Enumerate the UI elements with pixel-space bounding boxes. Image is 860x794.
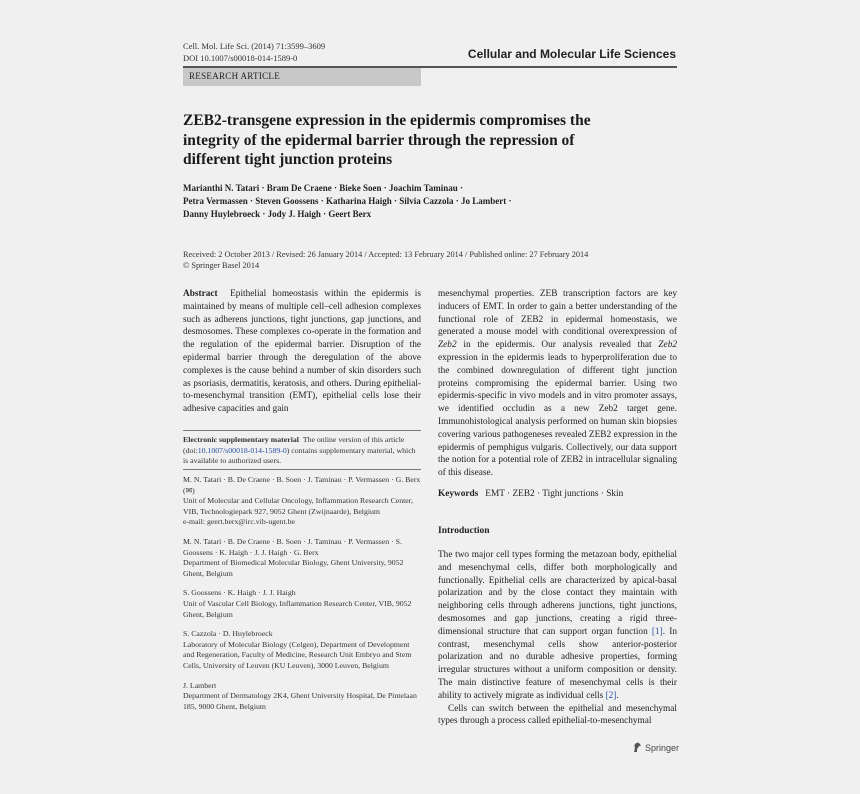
citation-link[interactable]: [2] xyxy=(605,690,617,701)
paragraph: Cells can switch between the epithelial and mesenchymal types through a process called epithelial-to-mesenchymal xyxy=(438,703,677,727)
keywords-text: EMT · ZEB2 · Tight junctions · Skin xyxy=(485,489,624,499)
citation-block xyxy=(183,40,325,64)
author-line: Danny Huylebroeck · Jody J. Haigh · Geert Berx xyxy=(183,209,372,219)
affiliation-address: Department of Biomedical Molecular Biology, Ghent University, 9052 Ghent, Belgium xyxy=(183,558,404,578)
journal-citation: Cell. Mol. Life Sci. (2014) 71:3599–3609 xyxy=(183,41,326,51)
abstract-label: Abstract xyxy=(183,289,218,299)
author-line: Petra Vermassen · Steven Goossens · Katharina Haigh · Silvia Cazzola · Jo Lambert · xyxy=(183,196,512,206)
abstract-text: mesenchymal properties. ZEB transcription factors are key inducers of EMT. In order to gain a better understanding of the functional role of ZEB2 in epidermal homeostasis, we generated a mouse model with conditional overexpression of xyxy=(438,289,677,338)
affiliation-names: M. N. Tatari · B. De Craene · B. Soen · J. Taminau · P. Vermassen · G. Berx (✉) xyxy=(183,475,421,495)
paragraph-text: The two major cell types forming the metazoan body, epithelial and mesenchymal cells, differ both morphologically and functionally. Epithelial cells are characterized by apical-basal polarization and by the close contact they maintain with neighboring cells through adherens junctions, tight junctions, desmosomes and gap junctions, creating a rigid three-dimensional structure that can support organ function xyxy=(438,550,677,637)
abstract-text: expression in the epidermis leads to hyperproliferation due to the combined downregulation of different tight junction proteins compromising the epidermal barrier. Using two epidermis-specific in vivo models and in vitro promoter assays, we identified occludin as a new Zeb2 target gene. Immunohistological analysis performed on human skin biopsies covering various pathogeneses revealed ZEB2 expression in the epidermis of pemphigus vulgaris. Collectively, our data support the notion for a potential role of ZEB2 in intracellular signaling of this disease. xyxy=(438,352,677,479)
affiliation-names: S. Cazzola · D. Huylebroeck xyxy=(183,629,273,639)
affiliation-entry xyxy=(183,629,421,671)
affiliation-address: Unit of Molecular and Cellular Oncology, Inflammation Research Center, VIB, Technologiepark 927, 9052 Ghent (Zwijnaarde), Belgium xyxy=(183,496,413,516)
affiliation-address: Unit of Vascular Cell Biology, Inflammation Research Center, VIB, 9052 Ghent, Belgium xyxy=(183,598,412,619)
abstract-text: in the epidermis. Our analysis revealed that xyxy=(463,340,652,351)
affiliation-address: Laboratory of Molecular Biology (Celgen), Department of Development and Regeneration, Faculty of Medicine, Research Unit Embryo and Stem Cells, University of Leuven (KU Leuven), 3000 Leuven, Belgium xyxy=(183,639,412,670)
doi-line: DOI 10.1007/s00018-014-1589-0 xyxy=(183,53,298,63)
copyright-line: © Springer Basel 2014 xyxy=(183,261,260,270)
affiliation-names: S. Goossens · K. Haigh · J. J. Haigh xyxy=(183,588,296,598)
affiliation-entry xyxy=(183,681,421,713)
abstract-text: Epithelial homeostasis within the epidermis is maintained by means of multiple cell–cell adhesion complexes such as adherens junctions, tight junctions, gap junctions, and desmosomes. These complexes co-operate in the formation and the regulation of the epidermal barrier. Disruption of the epidermal barrier through the deregulation of the above complexes is the cause behind a number of skin disorders such as psoriasis, dermatitis, keratosis, and others. During epithelial-to-mesenchymal transition (EMT), epithelial cells lose their adhesive capacities and gain xyxy=(183,289,421,415)
keywords-line xyxy=(438,489,677,499)
esm-label: Electronic supplementary material xyxy=(183,435,299,444)
introduction-text xyxy=(438,549,677,728)
publisher-mark xyxy=(632,742,679,753)
keywords-label: Keywords xyxy=(438,489,479,499)
section-heading: Introduction xyxy=(438,526,490,536)
publication-history xyxy=(183,249,643,271)
affiliation-entry xyxy=(183,537,421,579)
doi-link[interactable]: 10.1007/s00018-014-1589-0 xyxy=(197,445,287,455)
affiliation-entry xyxy=(183,475,421,528)
gene-name: Zeb2 xyxy=(658,340,677,351)
abstract-left-column xyxy=(183,288,421,416)
paragraph-text: . xyxy=(616,690,619,701)
article-type-banner xyxy=(183,68,421,86)
abstract-right-column xyxy=(438,288,677,480)
esm-text-end: ) contains supplementary material, which is available to authorized users. xyxy=(183,445,416,465)
divider xyxy=(183,469,421,470)
author-line: Marianthi N. Tatari · Bram De Craene · Bieke Soen · Joachim Taminau · xyxy=(183,183,464,193)
springer-horse-icon xyxy=(632,742,642,753)
affiliations xyxy=(183,475,421,721)
affiliation-email[interactable]: e-mail: geert.berx@irc.vib-ugent.be xyxy=(183,517,295,527)
affiliation-address: Department of Dermatology 2K4, Ghent University Hospital, De Pintelaan 185, 9000 Ghent, Belgium xyxy=(183,691,417,711)
author-list xyxy=(183,182,583,221)
received-dates: Received: 2 October 2013 / Revised: 26 January 2014 / Accepted: 13 February 2014 / Published online: 27 February 2014 xyxy=(183,250,589,259)
citation-link[interactable]: [1] xyxy=(651,626,663,637)
paragraph xyxy=(438,549,677,703)
affiliation-names: M. N. Tatari · B. De Craene · B. Soen · J. Taminau · P. Vermassen · S. Goossens · K. Haigh · J. J. Haigh · G. Berx xyxy=(183,536,402,557)
affiliation-entry xyxy=(183,588,421,620)
paragraph-text: . In contrast, mesenchymal cells show anterior-posterior polarization and no durable adhesive properties, forming irregular structures without a uniform composition or density. The main distinctive feature of mesenchymal cells is their ability to actively migrate as individual cells xyxy=(438,626,677,701)
paper-title: ZEB2-transgene expression in the epidermis compromises the integrity of the epidermal barrier through the repression of different tight junction proteins xyxy=(183,112,591,168)
article-type-label: RESEARCH ARTICLE xyxy=(189,71,281,81)
publisher-name: Springer xyxy=(645,742,680,753)
gene-name: Zeb2 xyxy=(438,340,457,351)
affiliation-names: J. Lambert xyxy=(183,680,217,690)
journal-name: Cellular and Molecular Life Sciences xyxy=(467,47,676,61)
supplementary-note xyxy=(183,435,421,467)
divider xyxy=(183,430,421,431)
esm-text: The online version of this article (doi: xyxy=(183,435,405,455)
